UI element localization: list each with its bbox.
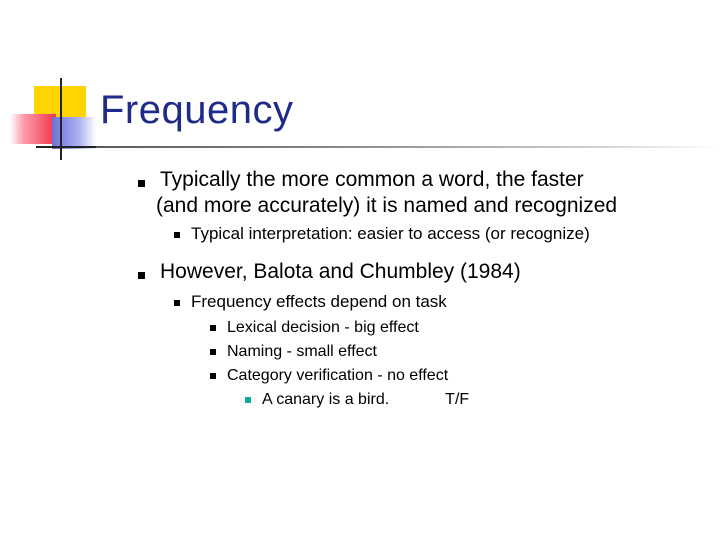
true-false-label: T/F [445,391,470,408]
bullet-icon [174,300,180,306]
bullet-text: (and more accurately) it is named and recognized [156,194,618,217]
bullet-icon [138,272,145,279]
bullet-icon [138,180,145,187]
bullet-text [262,390,469,410]
bullet-icon [245,397,251,403]
bullet-icon [210,325,216,331]
bullet-text: Typically the more common a word, the faster [160,168,584,191]
bullet-icon [210,373,216,379]
bullet-text: Frequency effects depend on task [191,292,447,311]
bullet-text: Category verification - no effect [227,367,449,384]
bullet-icon [210,349,216,355]
slide-title: Frequency [100,88,294,132]
bullet-text: Typical interpretation: easier to access (or recognize) [191,224,590,243]
bullet-text: Lexical decision - big effect [227,319,419,336]
bullet-text: However, Balota and Chumbley (1984) [160,260,521,283]
example-sentence: A canary is a bird. [262,391,390,408]
bullet-icon [174,232,180,238]
bullet-text: Naming - small effect [227,343,377,360]
